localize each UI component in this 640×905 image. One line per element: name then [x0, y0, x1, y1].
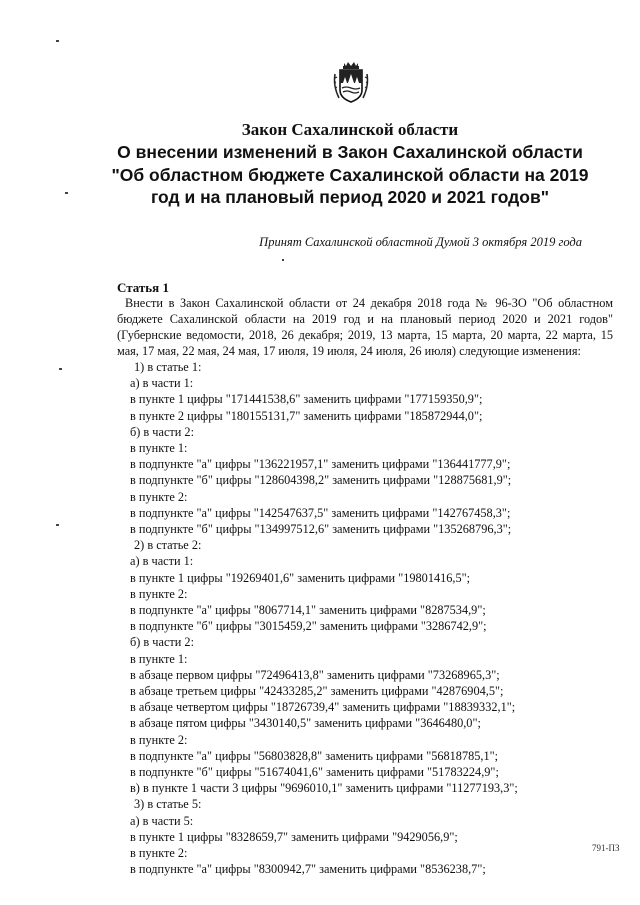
sakhalin-coat-of-arms-icon — [331, 60, 371, 104]
change-item: в пункте 1: — [130, 441, 188, 456]
change-item: 3) в статье 5: — [134, 797, 202, 812]
change-item: в подпункте "а" цифры "56803828,8" заменить цифрами "56818785,1"; — [130, 748, 499, 763]
changes-list — [130, 359, 518, 878]
change-item: 1) в статье 1: — [134, 360, 202, 374]
change-item: а) в части 1: — [130, 376, 194, 391]
change-item: в абзаце четвертом цифры "18726739,4" заменить цифрами "18839332,1"; — [130, 700, 516, 715]
change-item: в пункте 1 цифры "19269401,6" заменить цифрами "19801416,5"; — [130, 570, 471, 585]
change-item: а) в части 5: — [130, 813, 194, 828]
change-item: в подпункте "а" цифры "8300942,7" заменить цифрами "8536238,7"; — [130, 862, 486, 877]
change-item: в пункте 2: — [130, 732, 188, 747]
change-item: а) в части 1: — [130, 554, 194, 569]
change-item: в абзаце третьем цифры "42433285,2" заменить цифрами "42876904,5"; — [130, 684, 504, 699]
adoption-note: Принят Сахалинской областной Думой 3 октября 2019 года — [259, 235, 582, 249]
change-item: в подпункте "б" цифры "51674041,6" заменить цифрами "51783224,9"; — [130, 765, 499, 780]
scan-mark — [56, 524, 59, 526]
change-item: в подпункте "а" цифры "142547637,5" заменить цифрами "142767458,3"; — [130, 505, 511, 520]
change-item: в подпункте "б" цифры "3015459,2" заменить цифрами "3286742,9"; — [130, 619, 487, 634]
scan-mark — [56, 40, 59, 42]
change-item: в пункте 2: — [130, 846, 188, 861]
law-title: Закон Сахалинской области — [241, 120, 459, 139]
change-item: в) в пункте 1 части 3 цифры "9696010,1" заменить цифрами "11277193,3"; — [130, 781, 518, 796]
change-item: в пункте 2: — [130, 586, 188, 601]
scan-mark — [282, 259, 284, 261]
change-item: в подпункте "а" цифры "8067714,1" заменить цифрами "8287534,9"; — [130, 603, 486, 618]
change-item: в абзаце первом цифры "72496413,8" заменить цифрами "73268965,3"; — [130, 667, 500, 682]
change-item: в абзаце пятом цифры "3430140,5" заменить цифрами "3646480,0"; — [130, 716, 481, 731]
change-item: б) в части 2: — [130, 424, 195, 439]
document-code: 791-ПЗ — [592, 843, 620, 853]
title-block — [100, 119, 600, 209]
article-intro: Внести в Закон Сахалинской области от 24 декабря 2018 года № 96-ЗО "Об областном бюджете Сахалинской области на 2019 год и на плановый период 2020 и 2021 годов" (Губернские ведомости, 2018, 26 декабря; 2019, 13 марта, 15 марта, 20 марта, 22 марта, 15 мая, 17 мая, 22 мая, 24 мая, 17 июля, 19 июля, 24 июля, 26 июля) следующие изменения: — [117, 296, 613, 358]
change-item: в подпункте "б" цифры "134997512,6" заменить цифрами "135268796,3"; — [130, 522, 512, 537]
change-item: в пункте 1: — [130, 651, 188, 666]
change-item: в пункте 2 цифры "180155131,7" заменить цифрами "185872944,0"; — [130, 408, 483, 423]
law-subtitle: О внесении изменений в Закон Сахалинской области "Об областном бюджете Сахалинской области на 2019 год и на плановый период 2020 и 2021 годов" — [111, 142, 589, 207]
change-item: 2) в статье 2: — [134, 538, 202, 553]
change-item: в пункте 1 цифры "171441538,6" заменить цифрами "177159350,9"; — [130, 392, 483, 407]
scan-mark — [65, 192, 68, 194]
change-item: в пункте 2: — [130, 489, 188, 504]
scan-mark — [59, 368, 62, 370]
change-item: в пункте 1 цифры "8328659,7" заменить цифрами "9429056,9"; — [130, 829, 458, 844]
article-heading: Статья 1 — [117, 280, 169, 295]
change-item: в подпункте "б" цифры "128604398,2" заменить цифрами "128875681,9"; — [130, 473, 512, 488]
change-item: в подпункте "а" цифры "136221957,1" заменить цифрами "136441777,9"; — [130, 457, 511, 472]
change-item: б) в части 2: — [130, 635, 195, 650]
